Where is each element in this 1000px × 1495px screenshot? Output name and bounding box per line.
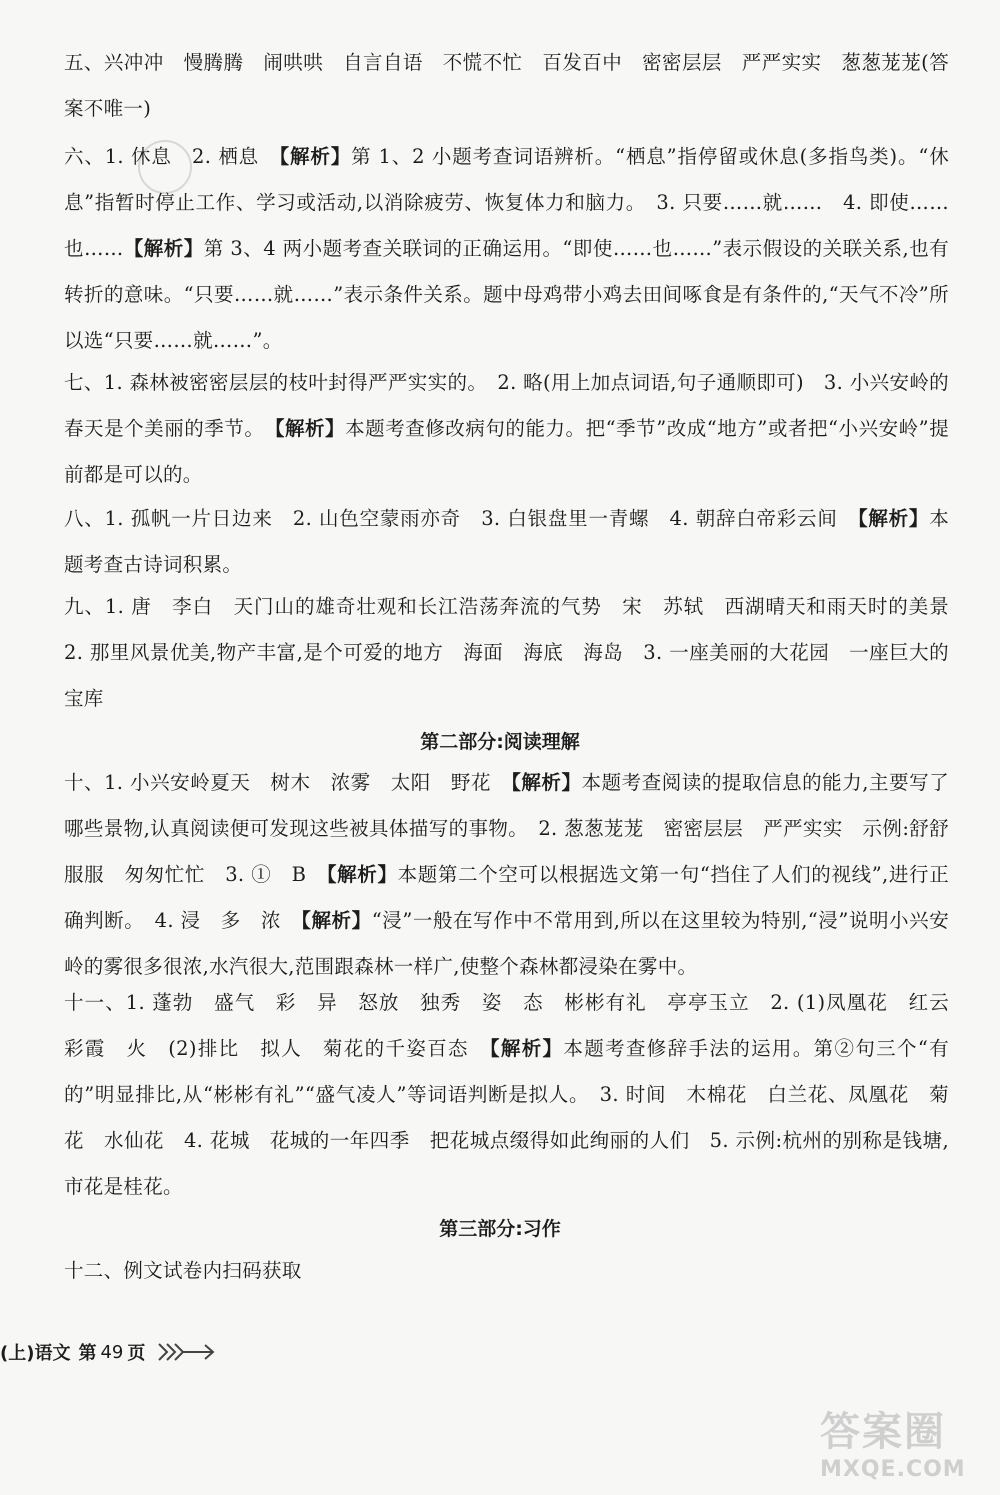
- analysis-tag: 【解析】: [857, 507, 930, 530]
- analysis-tag: 【解析】: [326, 863, 398, 886]
- answer-8-part-b: 本题考查古诗词积累。: [64, 507, 950, 576]
- arrow-icon: [157, 1340, 215, 1364]
- answer-10-part-a: 十、1. 小兴安岭夏天 树木 浓雾 太阳 野花: [64, 771, 512, 794]
- answer-section-8: [64, 496, 949, 588]
- footer-subject: (上)语文: [0, 1343, 71, 1364]
- analysis-tag: 【解析】: [301, 909, 372, 932]
- answer-7-part-b: 本题考查修改病句的能力。把“季节”改成“地方”或者把“小兴安岭”提前都是可以的。: [64, 417, 949, 486]
- analysis-tag: 【解析】: [489, 1037, 564, 1060]
- answer-9-text: 九、1. 唐 李白 天门山的雄奇壮观和长江浩荡奔流的气势 宋 苏轼 西湖晴天和雨天时的美景 2. 那里风景优美,物产丰富,是个可爱的地方 海面 海底 海岛 3. 一座美丽的大花园 一座巨大的宝库: [64, 595, 969, 710]
- page-footer: [0, 1336, 215, 1368]
- answer-6-part-a: 六、1. 休息 2. 栖息: [64, 145, 280, 168]
- answer-section-12: [64, 1248, 949, 1294]
- footer-page-suffix: 页: [127, 1343, 146, 1364]
- answer-section-6: [64, 134, 949, 364]
- answer-12-text: 十二、例文试卷内扫码获取: [64, 1259, 302, 1282]
- answer-11-part-b: 本题考查修辞手法的运用。第②句三个“有的”明显排比,从“彬彬有礼”“盛气凌人”等词语判断是拟人。 3. 时间 木棉花 白兰花、凤凰花 菊花 水仙花 4. 花城 花城的一年四季 把花城点缀得如此绚丽的人们 5. 示例:杭州的别称是钱塘,市花是桂花。: [64, 1037, 949, 1198]
- section-heading-reading: 第二部分:阅读理解: [420, 731, 580, 753]
- watermark-line-1: 答案圈: [820, 1409, 946, 1455]
- answer-section-5: [64, 40, 949, 132]
- answer-10-part-c: 本题第二个空可以根据选文第一句“挡住了人们的视线”,进行正确判断。 4. 浸 多 浓: [64, 863, 949, 932]
- analysis-tag: 【解析】: [511, 771, 582, 794]
- answer-10-part-b: 本题考查阅读的提取信息的能力,主要写了哪些景物,认真阅读便可发现这些被具体描写的事物。 2. 葱葱茏茏 密密层层 严严实实 示例:舒舒服服 匆匆忙忙 3. ① B: [64, 771, 949, 886]
- answer-5-text: 五、兴冲冲 慢腾腾 闹哄哄 自言自语 不慌不忙 百发百中 密密层层 严严实实 葱葱茏茏(答案不唯一): [64, 51, 949, 120]
- answer-6-part-c: 第 3、4 两小题考查关联词的正确运用。“即使……也……”表示假设的关联关系,也有转折的意味。“只要……就……”表示条件关系。题中母鸡带小鸡去田间啄食是有条件的,“天气不冷”所以选“只要……就……”。: [64, 237, 949, 352]
- watermark-line-2: MXQE.COM: [820, 1457, 966, 1482]
- answer-6-part-b: 第 1、2 小题考查词语辨析。“栖息”指停留或休息(多指鸟类)。“休息”指暂时停止工作、学习或活动,以消除疲劳、恢复体力和脑力。 3. 只要……就…… 4. 即使……也……: [64, 145, 949, 260]
- watermark-logo: [820, 1400, 966, 1482]
- answer-section-10: [64, 760, 949, 990]
- analysis-tag: 【解析】: [123, 237, 204, 260]
- analysis-tag: 【解析】: [279, 145, 352, 168]
- analysis-tag: 【解析】: [274, 417, 346, 440]
- answer-section-9: [64, 584, 969, 722]
- section-heading-writing: 第三部分:习作: [439, 1218, 561, 1240]
- answer-section-11: [64, 980, 969, 1210]
- answer-11-part-a: 十一、1. 蓬勃 盛气 彩 异 怒放 独秀 姿 态 彬彬有礼 亭亭玉立 2. (1)凤凰花 红云 彩霞 火 (2)排比 拟人 菊花的千姿百态: [64, 991, 969, 1060]
- footer-page-number: 49: [100, 1341, 124, 1363]
- footer-page-prefix: 第: [78, 1343, 97, 1364]
- answer-section-7: [64, 360, 949, 498]
- answer-8-part-a: 八、1. 孤帆一片日边来 2. 山色空蒙雨亦奇 3. 白银盘里一青螺 4. 朝辞白帝彩云间: [64, 507, 858, 530]
- answer-10-part-d: “浸”一般在写作中不常用到,所以在这里较为特别,“浸”说明小兴安岭的雾很多很浓,水汽很大,范围跟森林一样广,使整个森林都浸染在雾中。: [64, 909, 949, 978]
- answer-7-part-a: 七、1. 森林被密密层层的枝叶封得严严实实的。 2. 略(用上加点词语,句子通顺即可) 3. 小兴安岭的春天是个美丽的季节。: [64, 371, 949, 440]
